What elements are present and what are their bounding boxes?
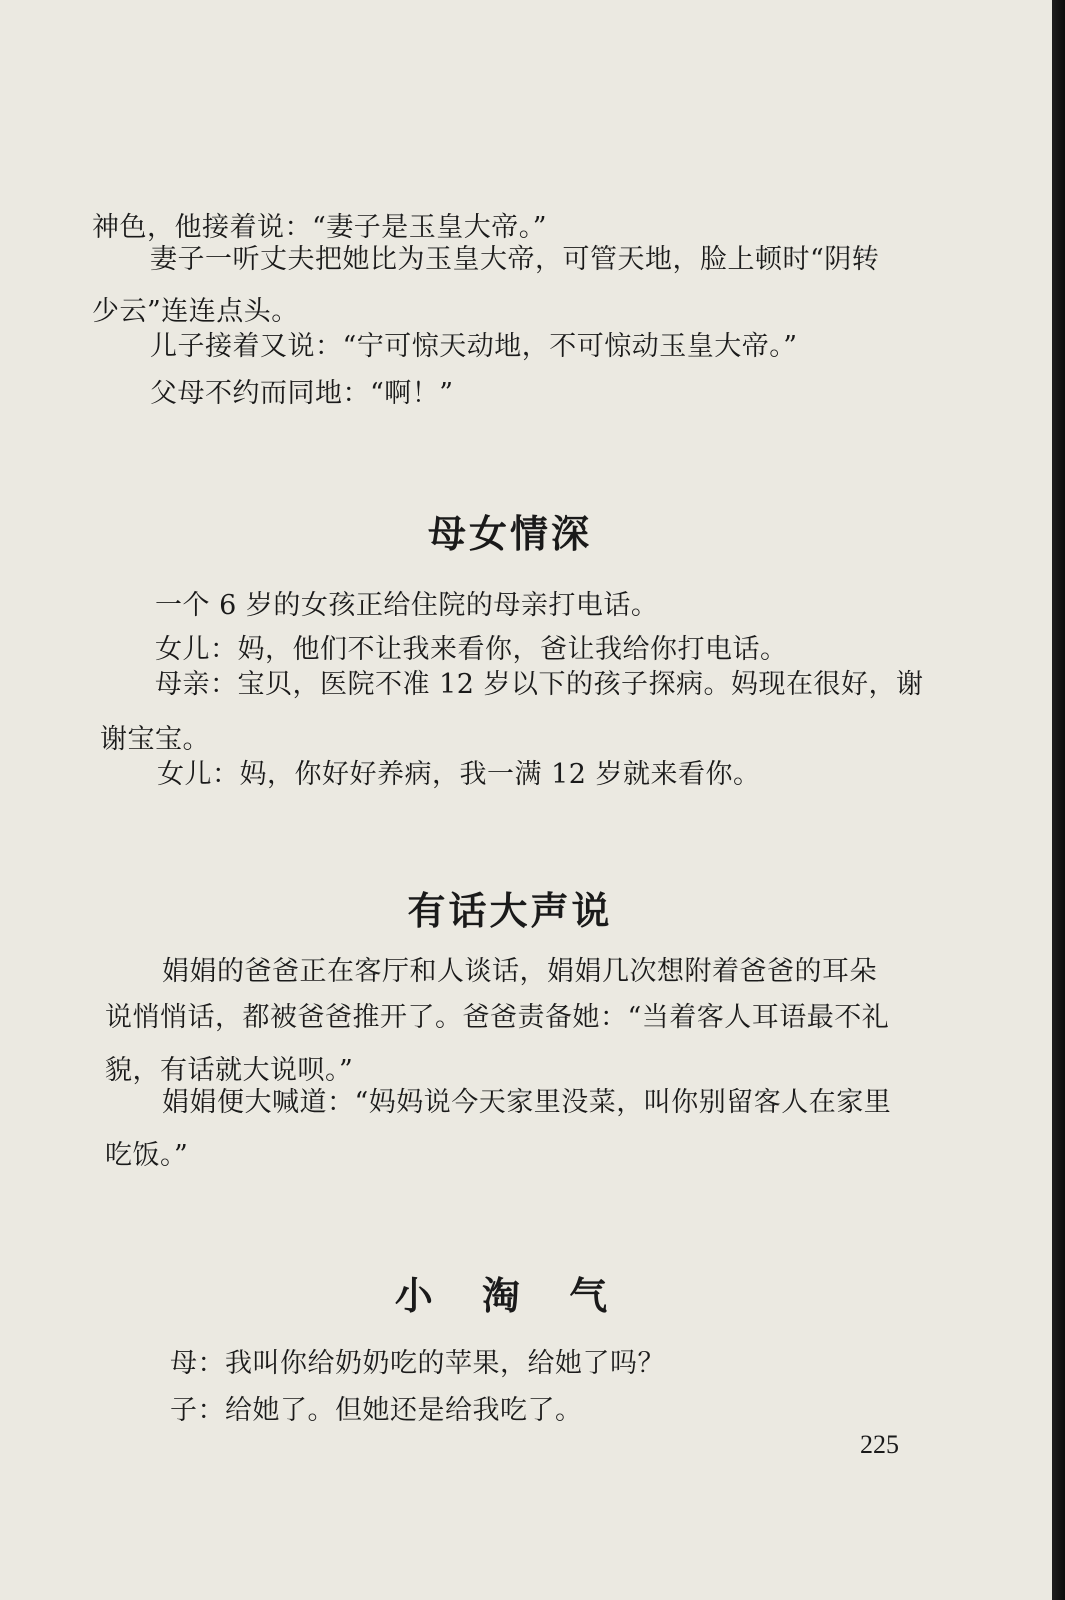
text-line: 说悄悄话，都被爸爸推开了。爸爸责备她：“当着客人耳语最不礼 [105, 1002, 890, 1033]
text-line: 母亲：宝贝，医院不准 12 岁以下的孩子探病。妈现在很好，谢 [155, 669, 924, 700]
section-title: 小 淘 气 [394, 1273, 626, 1318]
page-edge-shadow [1052, 0, 1065, 1600]
text-line: 神色，他接着说：“妻子是玉皇大帝。” [92, 212, 548, 243]
text-line: 吃饭。” [105, 1140, 189, 1171]
text-line: 女儿：妈，你好好养病，我一满 12 岁就来看你。 [157, 759, 761, 790]
text-line: 一个 6 岁的女孩正给住院的母亲打电话。 [155, 590, 659, 621]
text-line: 女儿：妈，他们不让我来看你，爸让我给你打电话。 [155, 634, 788, 665]
text-line: 娟娟的爸爸正在客厅和人谈话，娟娟几次想附着爸爸的耳朵 [162, 956, 877, 987]
text-line: 谢宝宝。 [100, 724, 210, 755]
text-line: 父母不约而同地：“啊！” [150, 378, 454, 409]
text-line: 母：我叫你给奶奶吃的苹果，给她了吗？ [170, 1348, 665, 1379]
page-number: 225 [860, 1430, 899, 1459]
text-line: 娟娟便大喊道：“妈妈说今天家里没菜，叫你别留客人在家里 [162, 1087, 892, 1118]
section-title: 母女情深 [427, 511, 592, 556]
text-line: 少云”连连点头。 [92, 296, 299, 327]
text-line: 貌，有话就大说呗。” [105, 1055, 354, 1086]
text-line: 妻子一听丈夫把她比为玉皇大帝，可管天地，脸上顿时“阴转 [150, 244, 880, 275]
text-line: 儿子接着又说：“宁可惊天动地，不可惊动玉皇大帝。” [150, 331, 798, 362]
section-title: 有话大声说 [407, 888, 613, 933]
text-line: 子：给她了。但她还是给我吃了。 [170, 1395, 583, 1426]
